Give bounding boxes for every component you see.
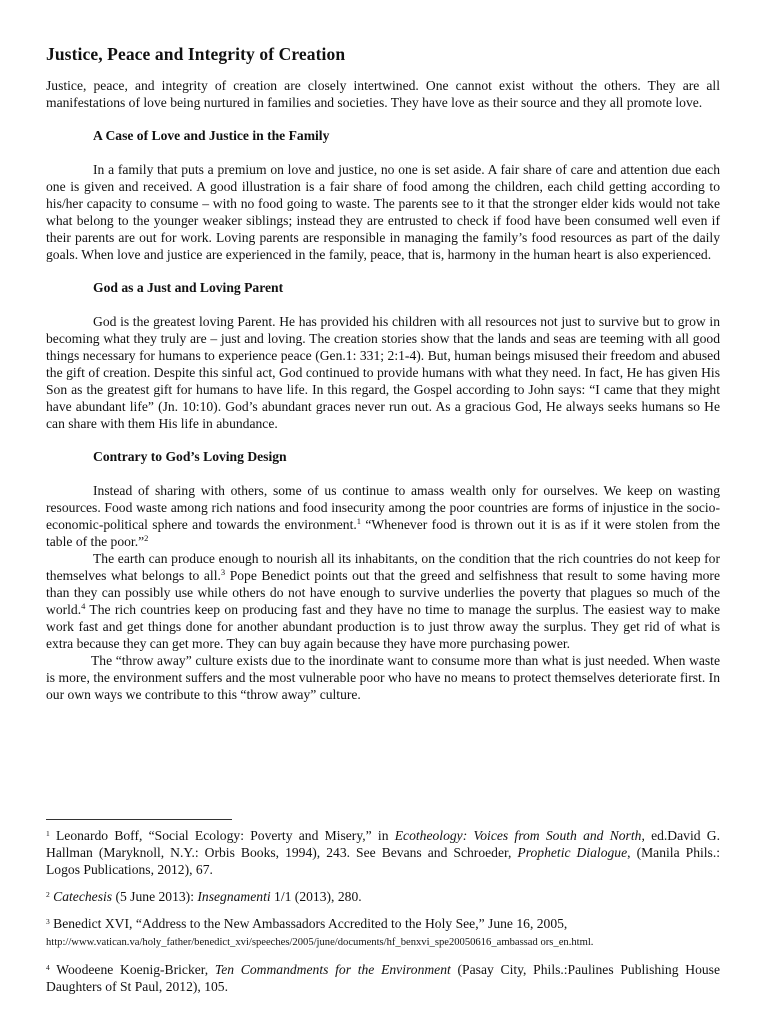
text-run: Benedict XVI, “Address to the New Ambassadors Accredited to the Holy See,” June 16, 2005,: [49, 916, 568, 931]
text-run: , ed.David G. Hallman (Maryknoll, N.Y.: Orbis Books, 1994), 243. See Bevans and Schroeder,: [46, 828, 720, 860]
footnote-separator: [46, 819, 232, 820]
italic-title: Catechesis: [53, 889, 113, 904]
section-heading-parent: God as a Just and Loving Parent: [93, 280, 284, 295]
footnote-url[interactable]: http://www.vatican.va/holy_father/benedict_xvi/speeches/2005/june/documents/hf_benxvi_spe20050616_ambassad ors_en.html.: [46, 937, 594, 948]
footnote-3: [46, 915, 720, 951]
italic-title: Ecotheology: Voices from South and North: [394, 828, 642, 843]
text-run: Pope Benedict points out that the greed and selfishness that result to some having more than they can possibly use while others do not have enough to survive underlies the poverty that plagues so much of the world.: [46, 568, 720, 617]
footnote-number: 4: [46, 963, 50, 972]
italic-title: Insegnamenti: [197, 889, 271, 904]
text-run: “Whenever food is thrown out it is as if it were stolen from the table of the poor.”: [46, 517, 720, 549]
text-run: (5 June 2013):: [112, 889, 198, 904]
text-run: (Pasay City, Phils.:Paulines Publishing House Daughters of St Paul, 2012), 105.: [46, 962, 720, 994]
footnote-number: 1: [46, 829, 50, 838]
footnote-ref: 4: [81, 601, 86, 611]
italic-title: Ten Commandments for the Environment: [214, 962, 451, 977]
section-heading-family: A Case of Love and Justice in the Family: [93, 128, 330, 143]
text-run: Leonardo Boff, “Social Ecology: Poverty and Misery,” in: [49, 828, 395, 843]
footnote-number: 3: [46, 917, 50, 926]
footnote-2: [46, 888, 720, 905]
footnote-ref: 3: [220, 567, 226, 577]
page-title: Justice, Peace and Integrity of Creation: [46, 44, 346, 64]
footnote-ref: 2: [144, 533, 149, 543]
footnotes: [46, 827, 720, 1005]
text-run: Instead of sharing with others, some of us continue to amass wealth only for ourselves. We keep on wasting resources. Food waste among rich nations and food insecurity among the poor countries are forms of injustice in the socio-economic-political sphere and towards the environment.: [46, 483, 720, 532]
text-run: The rich countries keep on producing fast and they have no time to manage the surplus. The easiest way to make work fast and get things done for another abundant production is to just throw away the surplus. They get rid of what is extra because they can get more. They can buy again because they have more purchasing power.: [46, 602, 720, 651]
text-run: The earth can produce enough to nourish all its inhabitants, on the condition that the rich countries do not keep for themselves what belongs to all.: [46, 551, 720, 583]
text-run: , (Manila Phils.: Logos Publications, 2012), 67.: [46, 845, 721, 877]
paragraph-design-3: The “throw away” culture exists due to the inordinate want to consume more than what is just needed. When waste is more, the environment suffers and the most vulnerable poor who have no means to protect themselves deteriorate first. In our own ways we contribute to this “throw away” culture.: [46, 653, 720, 702]
paragraph-design-1: [46, 482, 720, 550]
text-run: Woodeene Koenig-Bricker,: [49, 962, 215, 977]
italic-title: Prophetic Dialogue: [517, 845, 628, 860]
text-run: 1/1 (2013), 280.: [270, 889, 362, 904]
paragraph-parent: God is the greatest loving Parent. He has provided his children with all resources not just to survive but to grow in becoming what they truly are – just and loving. The creation stories show that the lands and seas are teeming with all good things necessary for humans to experience peace (Gen.1: 331; 2:1-4). But, human beings misused their freedom and abused the gift of creation. Despite this sinful act, God continued to provide humans with what they need. In fact, He has given His Son as the greatest gift for humans to have life. In this regard, the Gospel according to John says: “I came that they might have abundant life” (Jn. 10:10). God’s abundant graces never run out. As a gracious God, He always seeks humans so He can share with them His life in abundance.: [46, 314, 720, 431]
footnote-ref: 1: [356, 516, 361, 526]
section-heading-design: Contrary to God’s Loving Design: [93, 449, 287, 464]
footnote-number: 2: [46, 890, 50, 899]
intro-paragraph: Justice, peace, and integrity of creation are closely intertwined. One cannot exist without the others. They are all manifestations of love being nurtured in families and societies. They have love as their source and they all promote love.: [46, 78, 720, 110]
paragraph-design-2: [46, 550, 720, 652]
footnote-1: [46, 827, 720, 878]
footnote-4: [46, 961, 720, 995]
paragraph-family: In a family that puts a premium on love and justice, no one is set aside. A fair share of care and attention due each one is given and received. A good illustration is a fair share of food among the children, each child getting according to his/her capacity to consume – with no food going to waste. The parents see to it that the stronger elder kids would not take what belong to the younger weaker siblings; instead they are entrusted to check if food have been consumed well even if their parents are out for work. Loving parents are responsible in managing the family’s food resources as part of the daily goals. When love and justice are experienced in the family, peace, that is, harmony in the human heart is also experienced.: [46, 162, 720, 262]
